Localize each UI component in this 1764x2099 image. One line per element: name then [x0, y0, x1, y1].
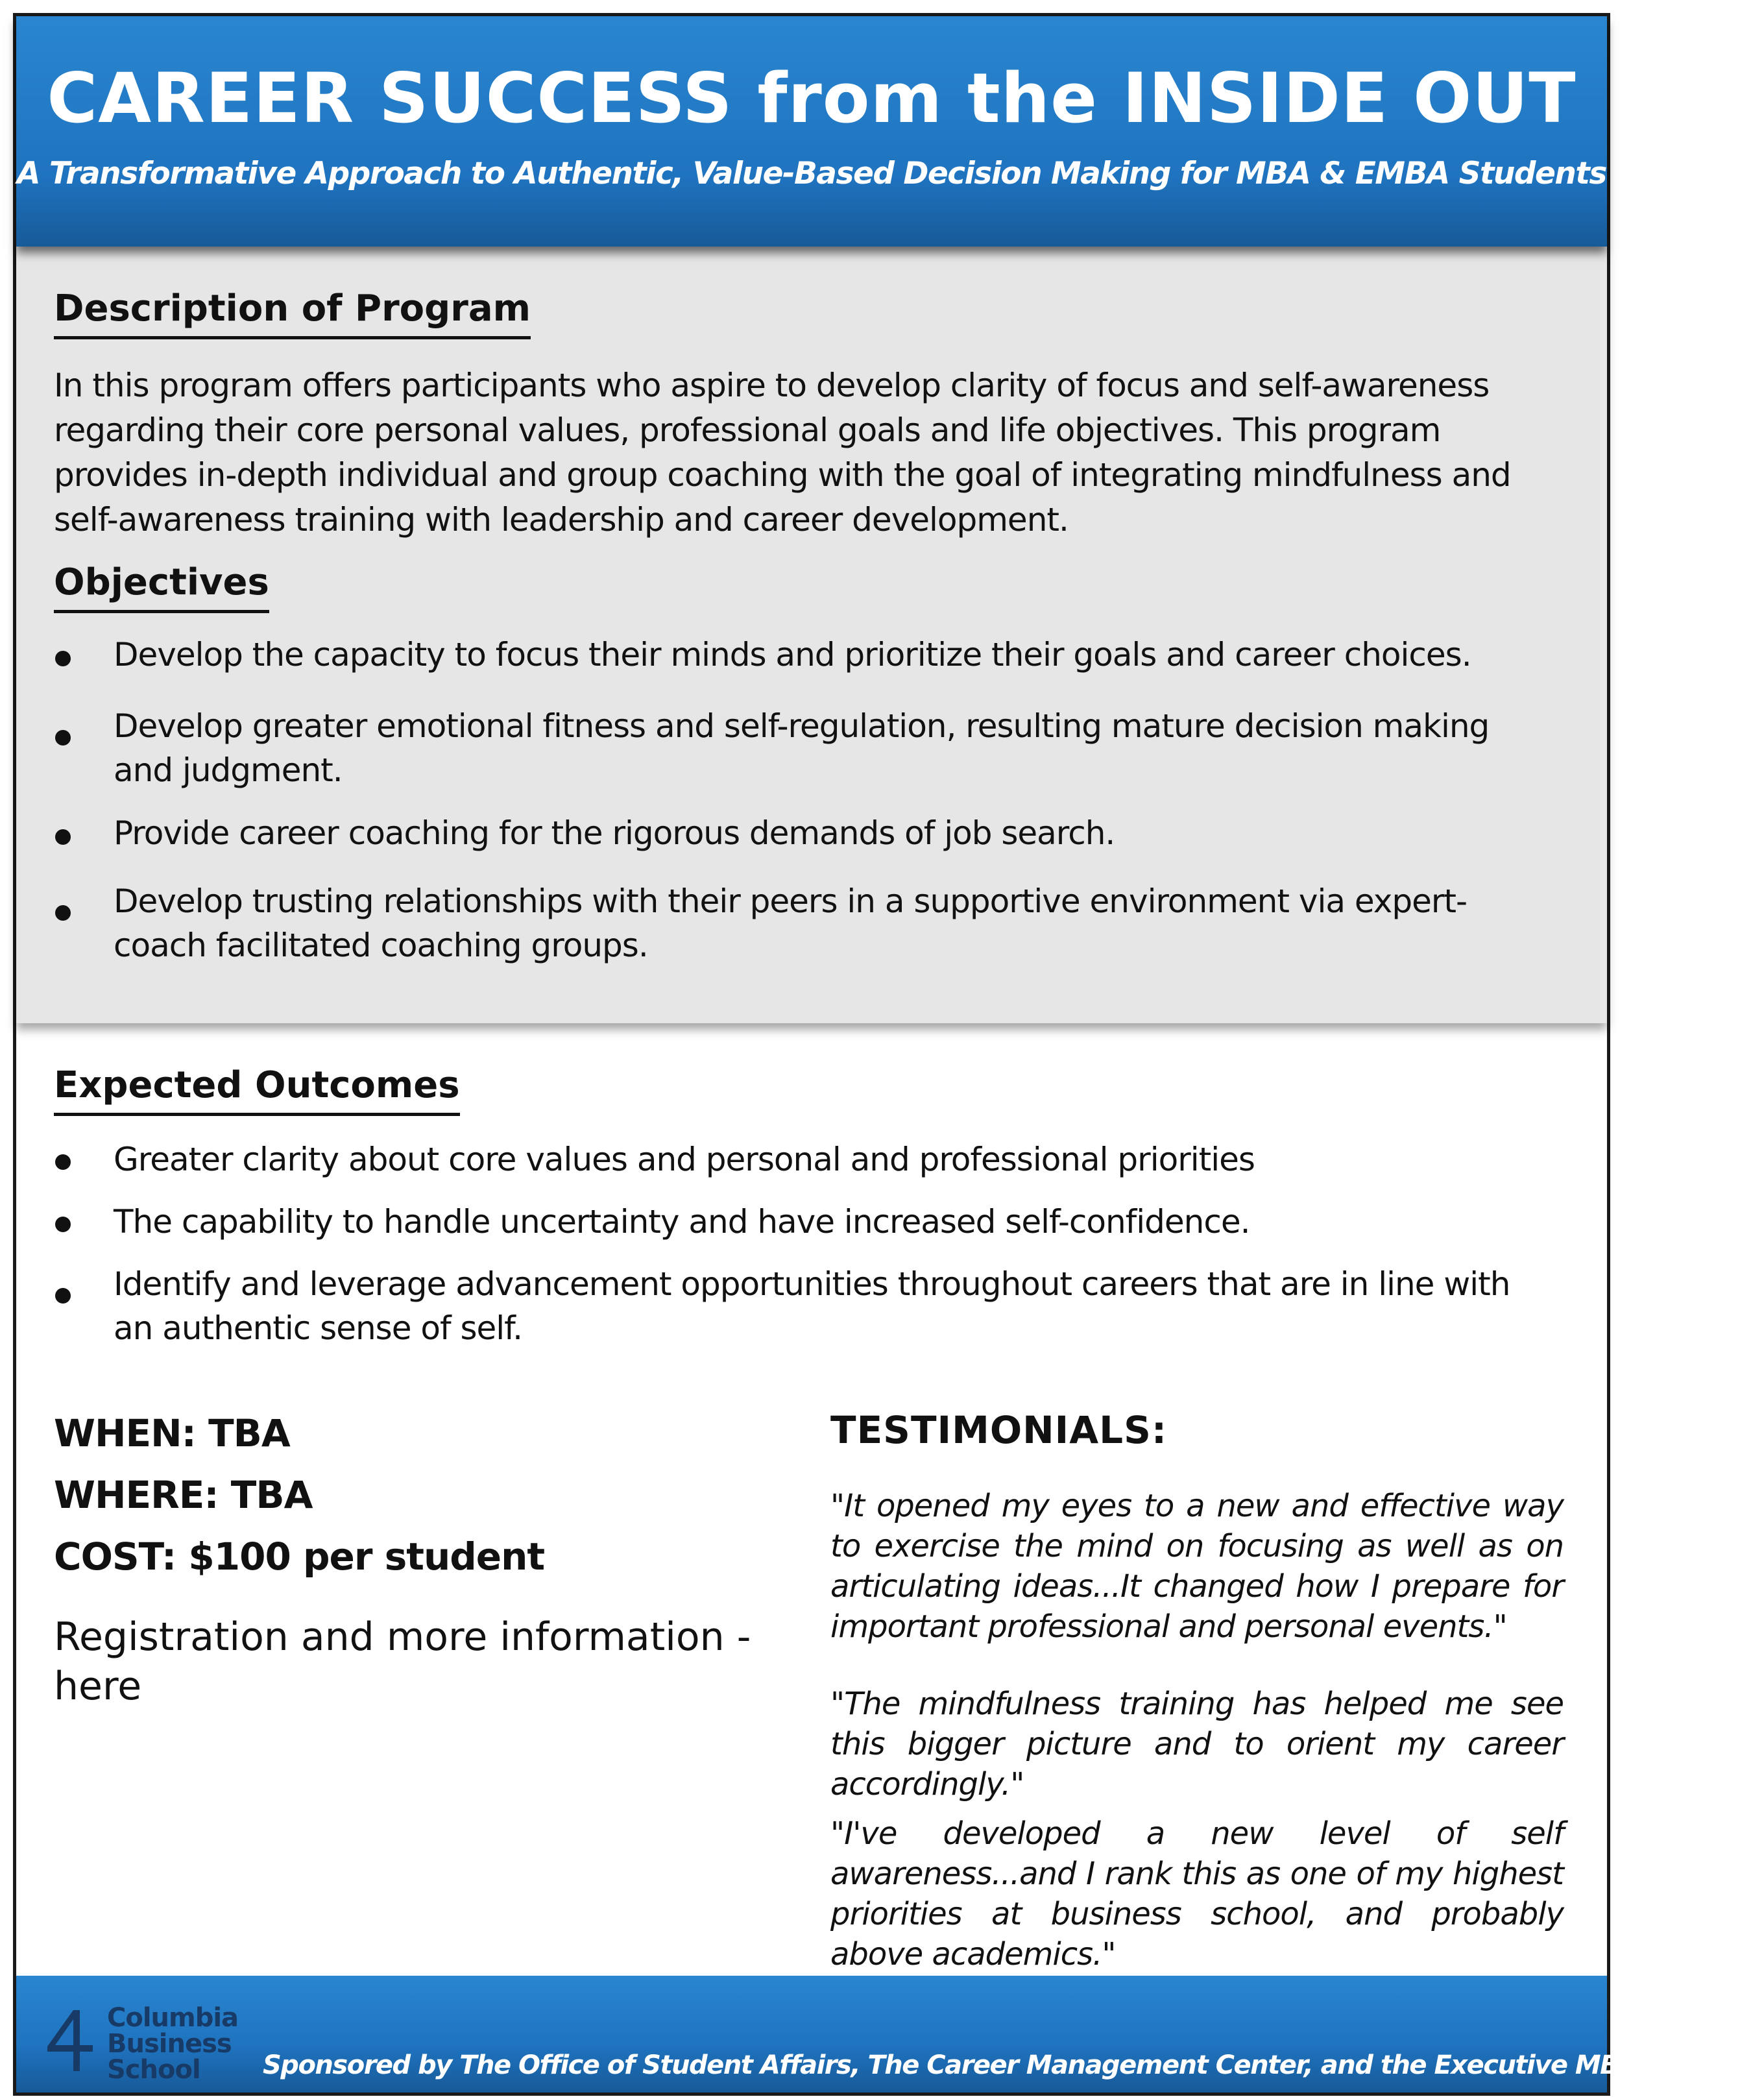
- bullet-icon: [55, 1217, 71, 1232]
- objective-text: Develop trusting relationships with their peers in a supportive environment via expert-coach facilitated coaching groups.: [114, 882, 1468, 964]
- page-title: CAREER SUCCESS from the INSIDE OUT: [47, 58, 1577, 138]
- outcome-text: The capability to handle uncertainty and have increased self-confidence.: [114, 1203, 1250, 1241]
- description-text: In this program offers participants who aspire to develop clarity of focus and self-awareness regarding their core personal values, professional goals and life objectives. This program provides in-depth individual and group coaching with the goal of integrating mindfulness and self-awareness training with leadership and career development.: [54, 367, 1511, 539]
- bullet-icon: [55, 1154, 71, 1170]
- logo-line: School: [107, 2055, 200, 2085]
- registration-link[interactable]: Registration and more information - here: [54, 1614, 751, 1709]
- objectives-heading: Objectives: [54, 561, 269, 613]
- flyer-page: [13, 13, 1764, 2096]
- page-subtitle: A Transformative Approach to Authentic, Value-Based Decision Making for MBA & EMBA Students: [17, 156, 1606, 191]
- logo-line: Business: [107, 2029, 232, 2059]
- bullet-icon: [55, 1288, 71, 1304]
- header-banner: [16, 16, 1607, 247]
- cost-label: COST: $100 per student: [54, 1535, 545, 1579]
- outcomes-heading: Expected Outcomes: [54, 1064, 460, 1116]
- logo-mark-icon: [42, 2005, 101, 2076]
- school-logo: [42, 2005, 263, 2083]
- description-heading: Description of Program: [54, 287, 531, 339]
- bullet-icon: [55, 829, 71, 845]
- program-panel: [16, 247, 1607, 1023]
- testimonials-heading: TESTIMONIALS:: [830, 1408, 1168, 1452]
- outcome-text: Greater clarity about core values and personal and professional priorities: [114, 1141, 1255, 1178]
- footer-banner: [16, 1976, 1764, 2093]
- bullet-icon: [55, 905, 71, 921]
- sponsor-text: Sponsored by The Office of Student Affairs, The Career Management Center, and the Executive MBA Program: [263, 2050, 1764, 2080]
- objective-text: Develop the capacity to focus their minds and prioritize their goals and career choices.: [114, 636, 1471, 673]
- objective-text: Develop greater emotional fitness and self-regulation, resulting mature decision making and judgment.: [114, 707, 1490, 789]
- objective-text: Provide career coaching for the rigorous demands of job search.: [114, 814, 1115, 852]
- outcome-text: Identify and leverage advancement opportunities throughout careers that are in line with an authentic sense of self.: [114, 1265, 1510, 1347]
- when-label: WHEN: TBA: [54, 1411, 290, 1455]
- testimonial-quote: "The mindfulness training has helped me see this bigger picture and to orient my career accordingly.": [830, 1686, 1564, 1802]
- logo-text: [107, 2005, 238, 2083]
- where-label: WHERE: TBA: [54, 1473, 313, 1517]
- logo-line: Columbia: [107, 2003, 239, 2033]
- bullet-icon: [55, 651, 71, 666]
- bullet-icon: [55, 730, 71, 746]
- testimonial-quote: "It opened my eyes to a new and effective way to exercise the mind on focusing as well as on articulating ideas...It changed how I prepare for important professional and personal events.": [830, 1488, 1564, 1645]
- testimonial-quote: "I've developed a new level of self awareness...and I rank this as one of my highest priorities at business school, and probably above academics.": [830, 1815, 1564, 1972]
